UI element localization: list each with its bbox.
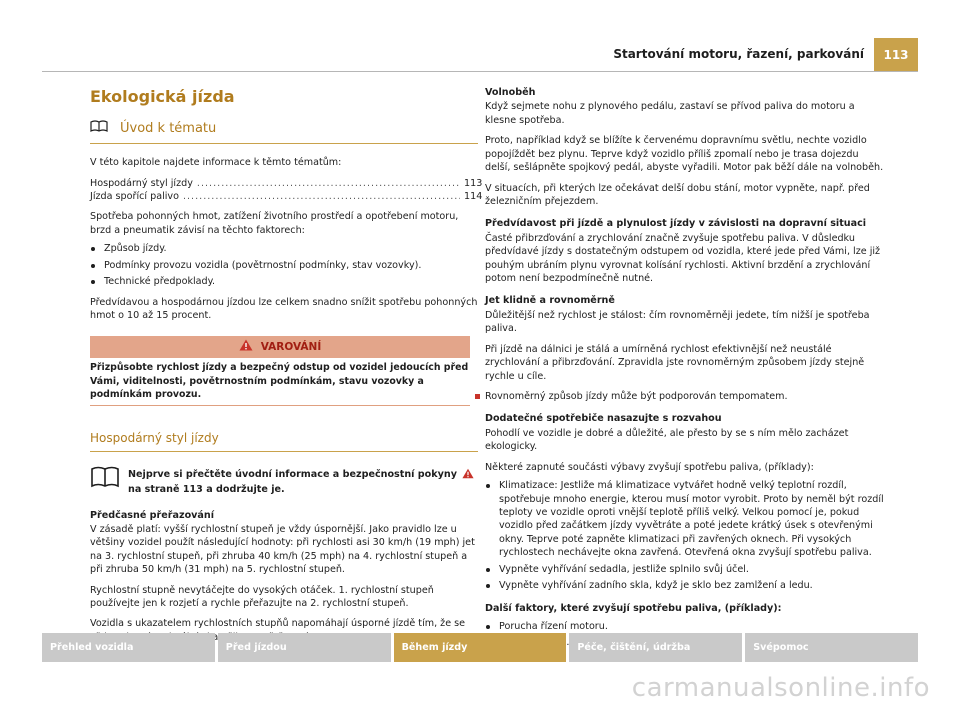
consumer-list bbox=[485, 479, 885, 592]
warning-triangle-icon bbox=[239, 339, 253, 356]
header-rule bbox=[42, 71, 918, 72]
tab-self-help[interactable]: Svépomoc bbox=[745, 633, 918, 662]
tab-vehicle-overview[interactable]: Přehled vozidla bbox=[42, 633, 215, 662]
tab-before-driving[interactable]: Před jízdou bbox=[218, 633, 391, 662]
subheading: Jet klidně a rovnoměrně bbox=[485, 295, 615, 307]
paragraph: Rychlostní stupně nevytáčejte do vysokých otáček. 1. rychlostní stupeň používejte jen k rozjetí a rychle přeřazujte na 2. rychlostní stupeň. bbox=[90, 584, 434, 610]
subheading: Další faktory, které zvyšují spotřebu paliva, (příklady): bbox=[485, 602, 782, 614]
subheading: Dodatečné spotřebiče nasazujte s rozvahou bbox=[485, 413, 722, 425]
right-column bbox=[485, 86, 885, 650]
list-item: Technické předpoklady. bbox=[90, 275, 478, 288]
warning-header bbox=[90, 336, 470, 358]
paragraph: V situacích, při kterých lze očekávat delší dobu stání, motor vypněte, např. před železničním přejezdem. bbox=[485, 182, 870, 207]
tab-while-driving[interactable]: Během jízdy bbox=[394, 633, 567, 662]
page-header bbox=[0, 38, 960, 72]
warning-label: VAROVÁNÍ bbox=[260, 341, 322, 354]
note-text bbox=[128, 466, 478, 497]
subheading: Volnoběh bbox=[485, 87, 536, 98]
list-item: Klimatizace: Jestliže má klimatizace vytvářet hodně velký teplotní rozdíl, spotřebuje mnoho energie, kterou musí motor vyrobit. Proto by neměl být rozdíl teploty ve vozidle oproti vnější teplotě příliš velký. Velkou pomocí je, pokud vozidlo před začátkem jízdy vyvětráte a poté jedete krátký úsek s otevřenými okny. Teprve poté zapněte klimatizaci při zavřených oknech. Při vysokých rychlostech nechávejte okna zavřená. Otevřená okna zvyšují spotřebu paliva. bbox=[485, 479, 885, 560]
paragraph: Vozidla s ukazatelem rychlostních stupňů napomáhají úsporné jízdě tím, že se bbox=[90, 618, 466, 630]
toc bbox=[90, 177, 483, 204]
paragraph: Časté přibrzďování a zrychlování značně zvyšuje spotřebu paliva. V důsledku předvídavé jízdy s dostatečným odstupem od vozidla, které jede před Vámi, lze již pouhým ubráním plynu vyrovnat kolísání rychlosti. Aktivní brzdění a zrychlování potom není bezpodmínečně nutné. bbox=[485, 232, 881, 285]
list-item: Vypněte vyhřívání sedadla, jestliže splnilo svůj účel. bbox=[485, 563, 885, 576]
watermark: carmanualsonline.info bbox=[631, 673, 930, 703]
paragraph: Důležitější než rychlost je stálost: čím rovnoměrněji jedete, tím nižší je spotřeba paliva. bbox=[485, 309, 870, 335]
intro-heading bbox=[90, 120, 478, 144]
warning-triangle-icon bbox=[462, 468, 474, 483]
list-item: Porucha řízení motoru. bbox=[485, 620, 885, 633]
list-item: Vypněte vyhřívání zadního skla, když je sklo bez zamlžení a ledu. bbox=[485, 579, 885, 592]
page-number: 113 bbox=[874, 38, 918, 72]
note-text-before: Nejprve si přečtěte úvodní informace a bezpečnostní pokyny bbox=[128, 468, 457, 480]
toc-entry-label: Jízda spořící palivo bbox=[90, 191, 179, 203]
section-title: Ekologická jízda bbox=[90, 87, 235, 106]
paragraph: Rovnoměrný způsob jízdy může být podporován tempomatem. bbox=[485, 391, 788, 403]
note bbox=[90, 466, 478, 497]
paragraph: Některé zapnuté součásti výbavy zvyšují spotřebu paliva, (příklady): bbox=[485, 461, 814, 473]
intro-heading-text: Úvod k tématu bbox=[120, 121, 217, 136]
section-heading: Hospodárný styl jízdy bbox=[90, 430, 478, 452]
end-mark-icon bbox=[475, 394, 480, 399]
note-text-after: na straně 113 a dodržujte je. bbox=[128, 484, 285, 496]
paragraph: Proto, například když se blížíte k červenému dopravnímu světlu, nechte vozidlo popojíždět bez plynu. Teprve když vozidlo příliš zpomalí nebo je trasa dojezdu delší, sešlápněte spojkový pedál, abyste vyřadili. Motor pak běží dále na volnoběh. bbox=[485, 135, 884, 174]
consumption-text: Spotřeba pohonných hmot, zatížení životního prostředí a opotřebení motoru, brzd a pneumatik závisí na těchto faktorech: bbox=[90, 211, 459, 236]
subheading: Předvídavost při jízdě a plynulost jízdy v závislosti na dopravní situaci bbox=[485, 218, 867, 230]
toc-entry-page: 114 bbox=[464, 191, 483, 203]
book-icon bbox=[90, 466, 128, 497]
toc-leader bbox=[197, 177, 460, 190]
paragraph: Když sejmete nohu z plynového pedálu, zastaví se přívod paliva do motoru a klesne spotřeba. bbox=[485, 101, 855, 126]
toc-leader bbox=[183, 190, 460, 203]
footer-nav bbox=[42, 633, 918, 662]
toc-entry-page: 113 bbox=[464, 177, 483, 189]
intro-text: V této kapitole najdete informace k těmto tématům: bbox=[90, 157, 342, 169]
toc-entry[interactable] bbox=[90, 190, 483, 203]
paragraph: V zásadě platí: vyšší rychlostní stupeň je vždy úspornější. Jako pravidlo lze u většiny vozidel použít následující hodnoty: při rychlosti asi 30 km/h (19 mph) jet na 3. rychlostní stupeň, při zhruba 40 km/h (25 mph) na 4. rychlostní stupeň a při zhruba 50 km/h (31 mph) na 5. rychlostní stupeň. bbox=[90, 523, 475, 576]
toc-entry[interactable] bbox=[90, 177, 483, 190]
warning-text: Přizpůsobte rychlost jízdy a bezpečný odstup od vozidel jedoucích před Vámi, viditelnosti, povětrnostním podmínkám, stavu vozovky a podmínkám provozu. bbox=[90, 362, 469, 400]
factor-list bbox=[90, 242, 478, 288]
savings-text: Předvídavou a hospodárnou jízdou lze celkem snadno snížit spotřebu pohonných hmot o 10 až 15 procent. bbox=[90, 296, 478, 321]
list-item: Způsob jízdy. bbox=[90, 242, 478, 255]
toc-entry-label: Hospodárný styl jízdy bbox=[90, 177, 193, 189]
left-column bbox=[90, 86, 483, 644]
chapter-title: Startování motoru, řazení, parkování bbox=[613, 47, 864, 61]
warning-box bbox=[90, 336, 470, 405]
tab-care-cleaning-maintenance[interactable]: Péče, čištění, údržba bbox=[569, 633, 742, 662]
subheading: Předčasné přeřazování bbox=[90, 509, 215, 521]
paragraph: Pohodlí ve vozidle je dobré a důležité, ale přesto by se s ním mělo zacházet ekologicky. bbox=[485, 427, 849, 453]
list-item: Podmínky provozu vozidla (povětrnostní podmínky, stav vozovky). bbox=[90, 259, 478, 272]
paragraph: Při jízdě na dálnici je stálá a umírněná rychlost efektivnější než neustálé zrychlování a přibrzďování. Zpravidla jste rovnoměrným způsobem jízdy stejně rychle u cíle. bbox=[485, 343, 865, 382]
warning-body bbox=[90, 358, 470, 405]
book-icon bbox=[90, 120, 108, 138]
